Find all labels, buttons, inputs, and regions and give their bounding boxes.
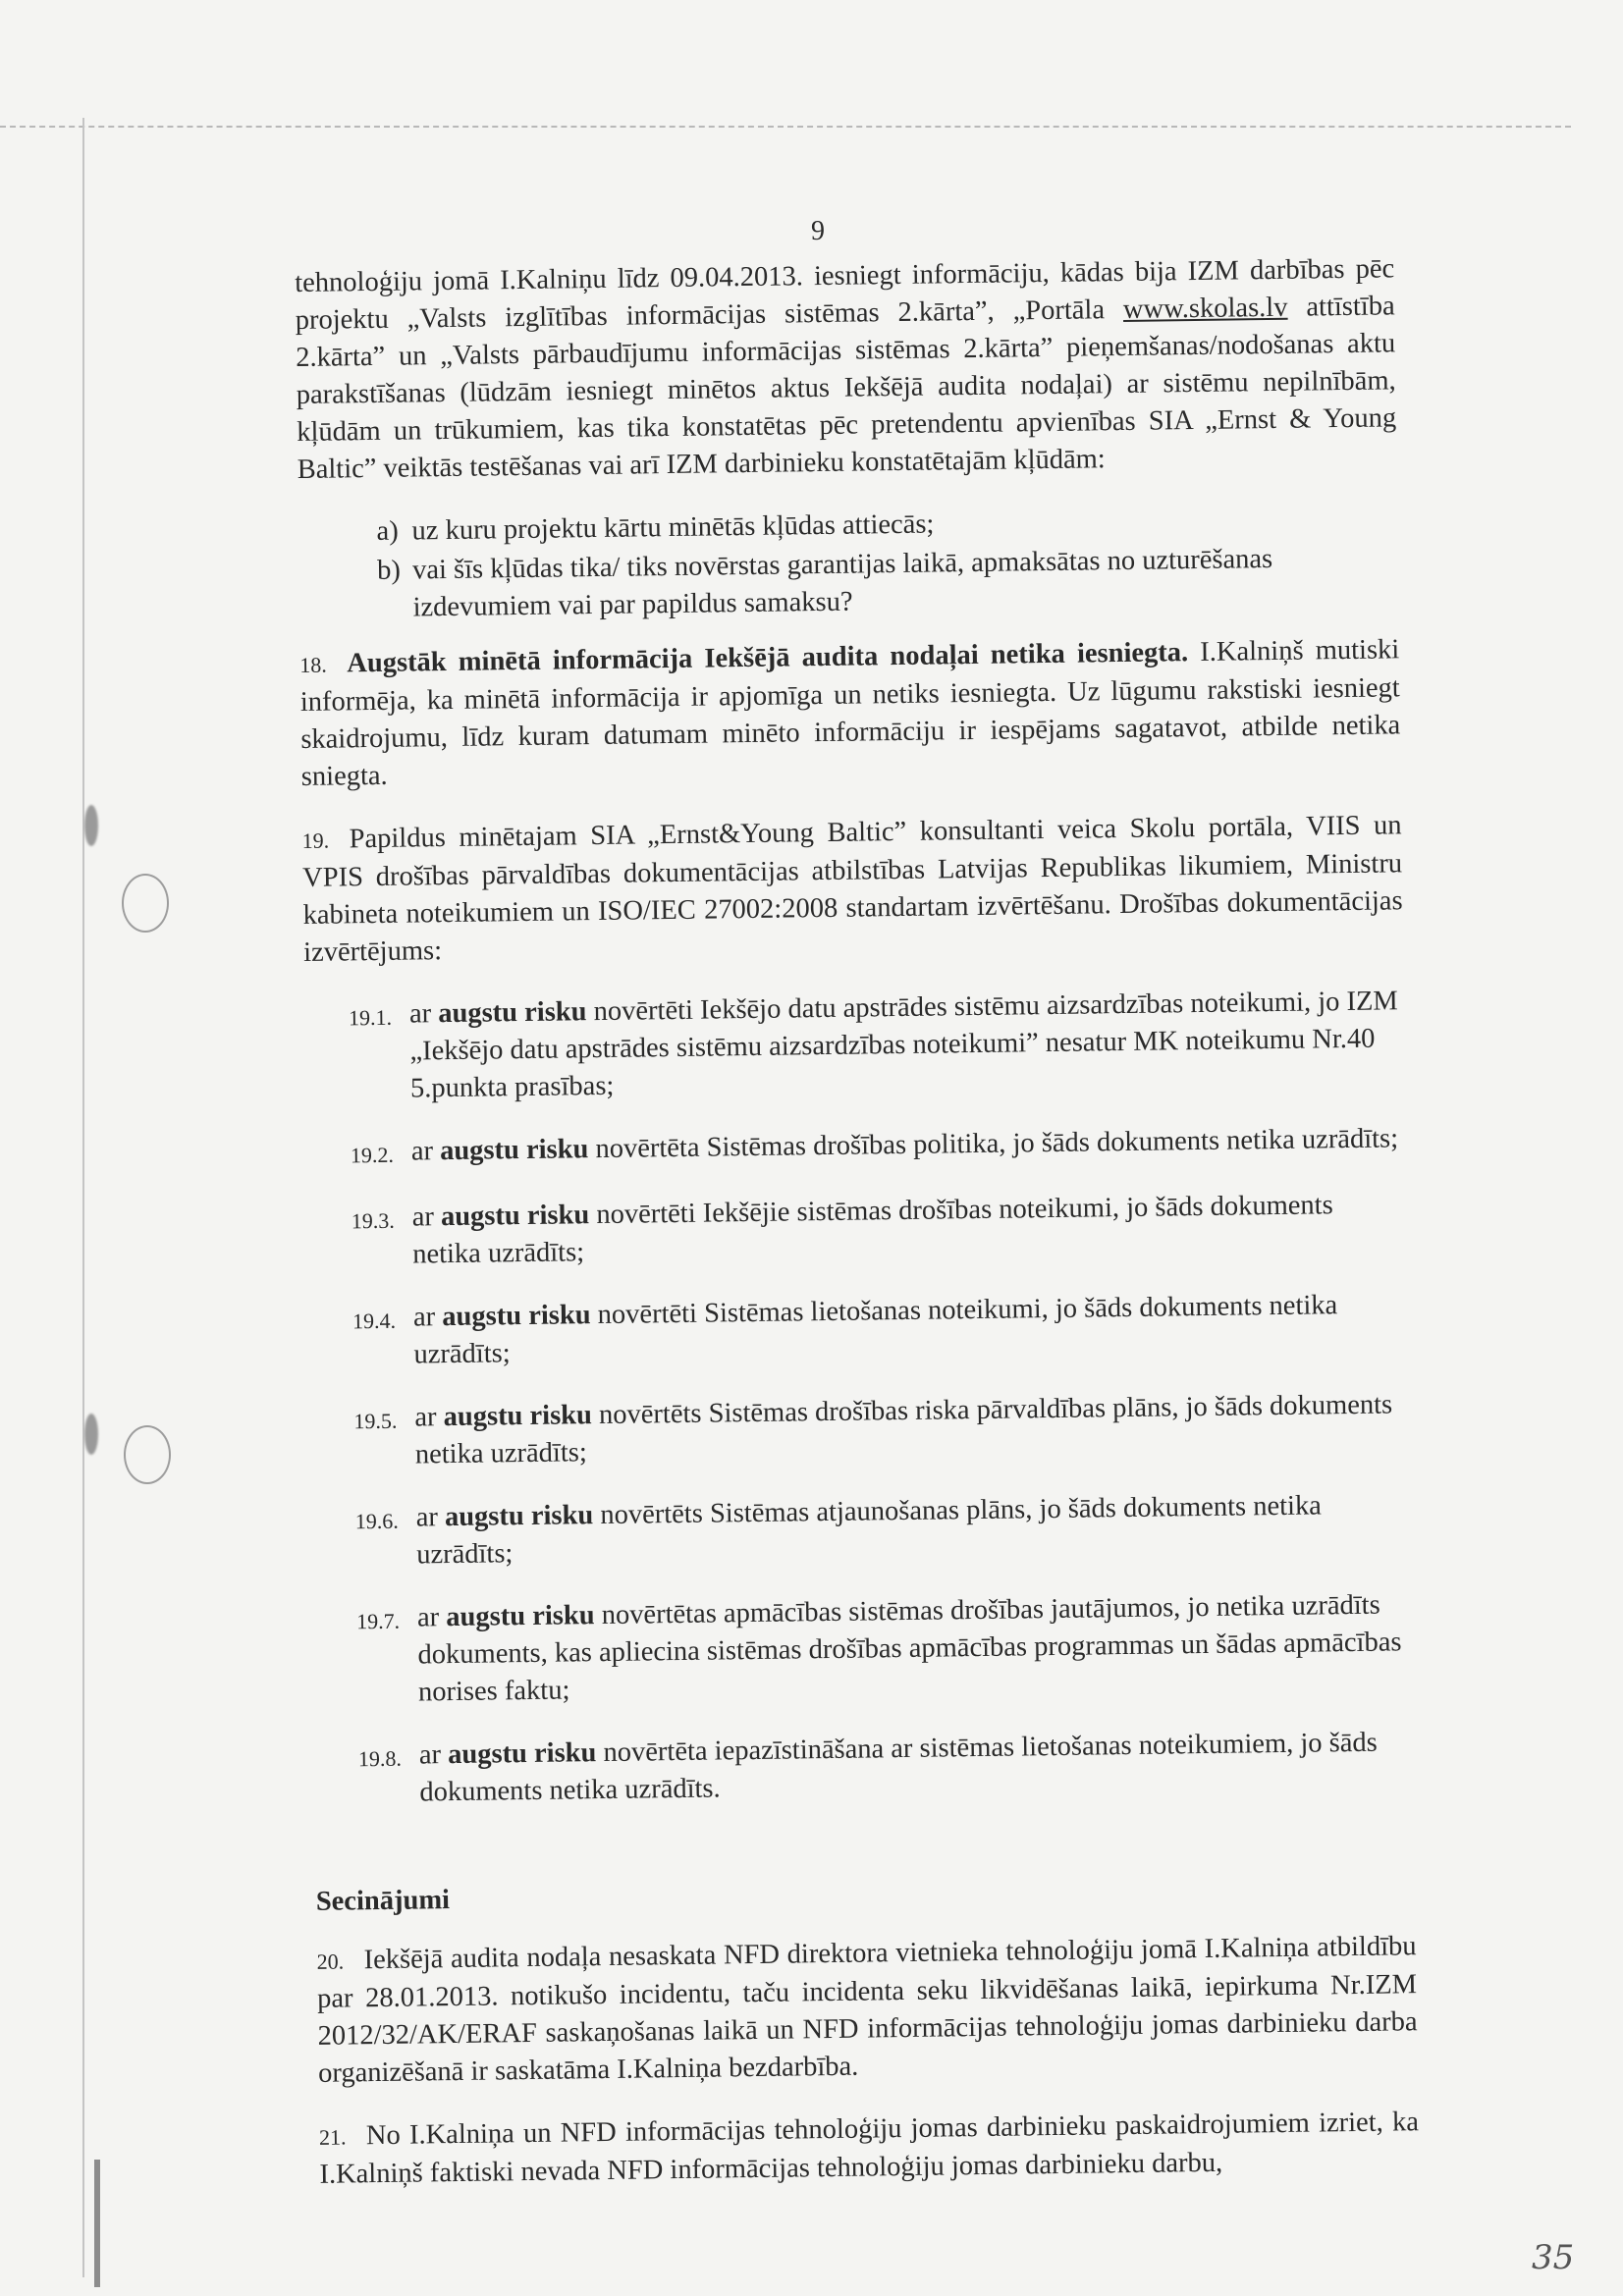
scan-artifact-bar — [94, 2160, 100, 2287]
scan-artifact-line — [0, 126, 1571, 128]
intro-paragraph: tehnoloģiju jomā I.Kalniņu līdz 09.04.2013. iesniegt informāciju, kādas bija IZM darbības pēc projektu „Valsts izglītības informācijas sistēmas 2.kārta”, „Portāla www.skolas.lv attīstība 2.kārta” un „Valsts pārbaudījumu informācijas sistēmas 2.kārta” pieņemšanas/nodošanas aktu parakstīšanas (lūdzām iesniegt minētos aktus Iekšējā audita nodaļai) ar sistēmu nepilnībām, kļūdām un trūkumiem, kas tika konstatētas pēc pretendentu apvienības SIA „Ernst & Young Baltic” veiktās testēšanas vai arī IZM darbinieku konstatētajām kļūdām: — [295, 253, 1397, 485]
list-item: b) vai šīs kļūdas tika/ tiks novērstas garantijas laikā, apmaksātas no uzturēšanas izdevumiem vai par papildus samaksu? — [376, 543, 1273, 623]
paragraph-18: 18. Augstāk minētā informācija Iekšējā audita nodaļai netika iesniegta. I.Kalniņš mutiski informēja, ka minētā informācija ir apjomīga un netiks iesniegta. Uz lūgumu rakstiski iesniegt skaidrojumu, līdz kuram datumam minēto informāciju ir iespējams sagatavot, atbilde netika sniegta. — [299, 634, 1401, 792]
sub-item-19-6: 19.6. ar augstu risku novērtēts Sistēmas atjaunošanas plāns, jo šāds dokuments netika uzrādīts; — [354, 1490, 1323, 1571]
punch-hole-icon — [122, 874, 169, 933]
scan-artifact-margin — [82, 118, 84, 2277]
sub-item-19-8: 19.8. ar augstu risku novērtēta iepazīstināšana ar sistēmas lietošanas noteikumiem, jo šāds dokuments netika uzrādīts. — [357, 1727, 1378, 1808]
punch-hole-icon — [124, 1425, 171, 1484]
sub-item-19-7: 19.7. ar augstu risku novērtētas apmācības sistēmas drošības jautājumos, jo netika uzrādīts dokuments, kas apliecina sistēmas drošības apmācības programmas un šādas apmācības norises faktu; — [355, 1589, 1402, 1708]
portal-link[interactable]: www.skolas.lv — [1122, 292, 1288, 325]
sub-item-19-5: 19.5. ar augstu risku novērtēts Sistēmas drošības riska pārvaldības plāns, jo šāds dokuments netika uzrādīts; — [353, 1389, 1393, 1470]
sub-item-19-4: 19.4. ar augstu risku novērtēti Sistēmas lietošanas noteikumi, jo šāds dokuments netika uzrādīts; — [352, 1290, 1338, 1370]
binder-mark — [84, 805, 98, 846]
sub-item-19-1: 19.1. ar augstu risku novērtēti Iekšējo datu apstrādes sistēmu aizsardzības noteikumi, jo IZM „Iekšējo datu apstrādes sistēmu aizsardzības noteikumi” nesatur MK noteikumu Nr.40 5.punkta prasības; — [348, 986, 1398, 1104]
handwritten-page-mark: 35 — [1532, 2238, 1575, 2277]
question-list — [376, 500, 1398, 627]
paragraph-20: 20. Iekšējā audita nodaļa nesaskata NFD direktora vietnieka tehnoloģiju jomā I.Kalniņa atbildību par 28.01.2013. notikušo incidentu, taču incidenta seku likvidēšanas laikā, iepirkuma Nr.IZM 2012/32/AK/ERAF saskaņošanas laikā un NFD informācijas tehnoloģiju jomas darbinieku darba organizēšanā ir saskatāma I.Kalniņa bezdarbība. — [316, 1931, 1418, 2089]
page-number: 9 — [811, 216, 825, 246]
sub-item-19-2: 19.2. ar augstu risku novērtēta Sistēmas drošības politika, jo šāds dokuments netika uzrādīts; — [350, 1123, 1399, 1168]
binder-mark — [84, 1414, 98, 1455]
paragraph-19: 19. Papildus minētajam SIA „Ernst&Young Baltic” konsultanti veica Skolu portāla, VIIS un VPIS drošības pārvaldības dokumentācijas atbilstības Latvijas Republikas likumiem, Ministru kabineta noteikumiem un ISO/IEC 27002:2008 standartam izvērtēšanu. Drošības dokumentācijas izvērtējums: — [301, 810, 1403, 968]
list-item: a) uz kuru projektu kārtu minētās kļūdas attiecās; — [376, 508, 935, 547]
document-body — [295, 250, 1420, 2218]
sub-item-19-3: 19.3. ar augstu risku novērtēti Iekšējie sistēmas drošības noteikumi, jo šāds dokuments netika uzrādīts; — [351, 1190, 1333, 1270]
section-heading: Secinājumi — [315, 1885, 451, 1917]
paragraph-21: 21. No I.Kalniņa un NFD informācijas tehnoloģiju jomas darbinieku paskaidrojumiem izriet, ka I.Kalniņš faktiski nevada NFD informācijas tehnoloģiju jomas darbinieku darbu, — [318, 2107, 1420, 2190]
